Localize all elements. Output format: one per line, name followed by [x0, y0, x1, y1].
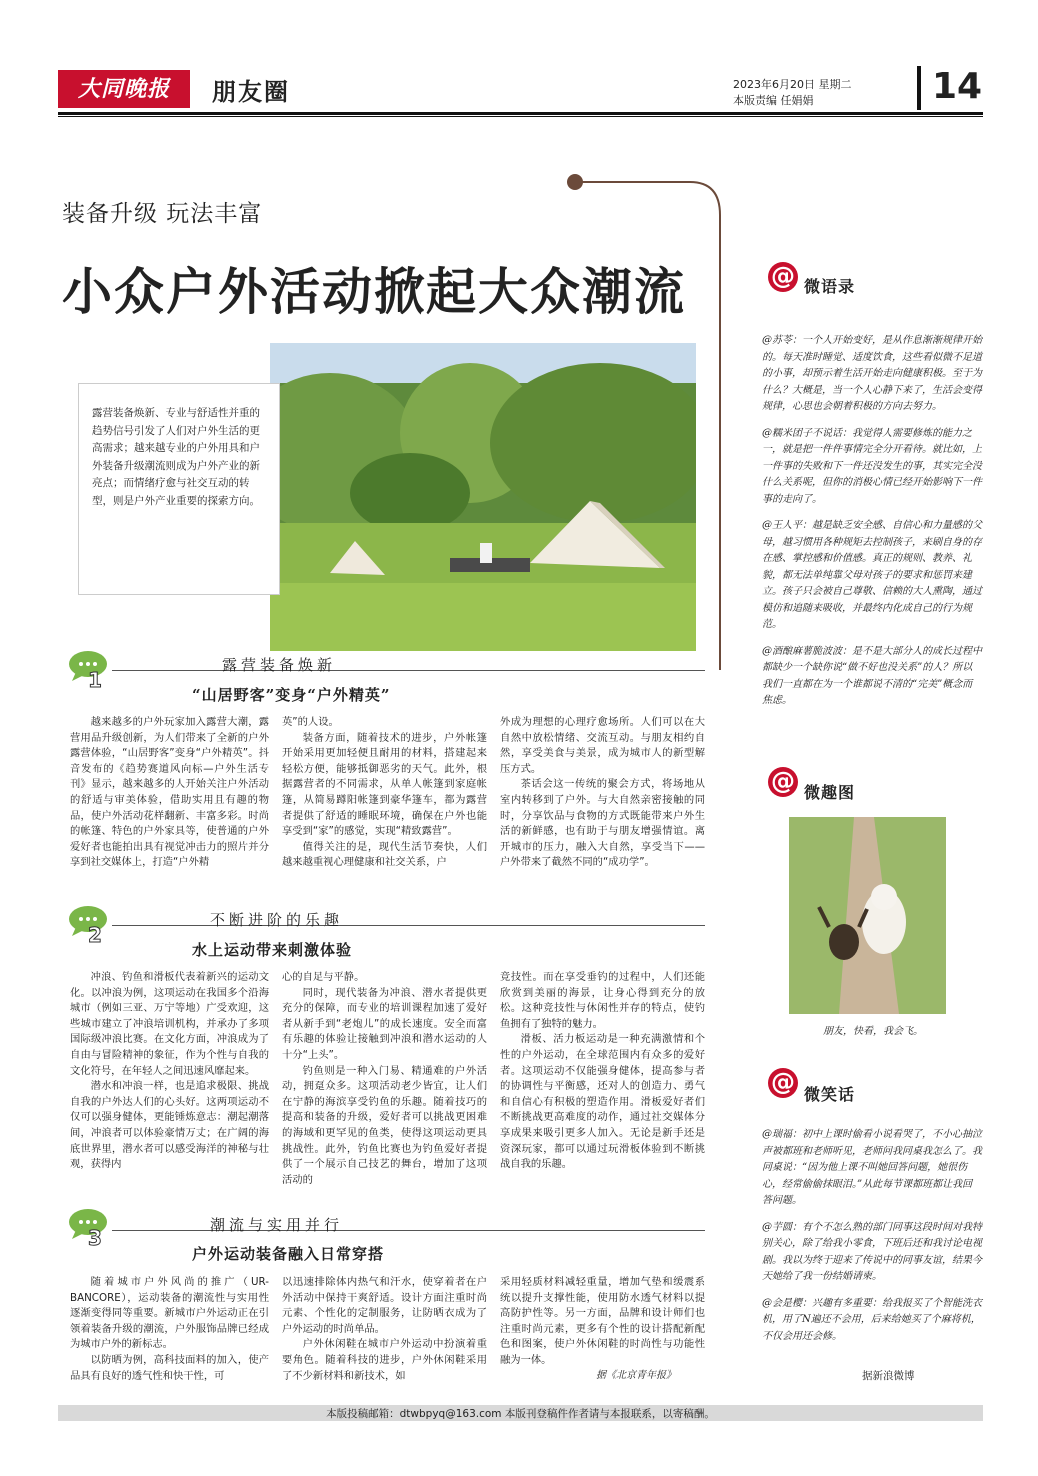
- paragraph: 外成为理想的心理疗愈场所。人们可以在大自然中放松情绪、交流互动。与朋友相约自然，享受美食与美景，成为城市人的新型解压方式。: [500, 716, 705, 775]
- paragraph: 采用轻质材料减轻重量，增加气垫和缓震系统以提升支撑性能，使用防水透气材料以提高防护性等。另一方面，品牌和设计师们也注重时尚元素，更多有个性的设计搭配新配色和图案，使户外休闲鞋的时尚性与功能性融为一体。: [500, 1276, 705, 1366]
- weixiaohua-source: 据新浪微博: [862, 1370, 915, 1382]
- newspaper-logo: 大同晚报: [58, 70, 190, 108]
- weiyulu-item: @糯米团子不说话：我觉得人需要修炼的能力之一，就是把一件件事情完全分开看待。就比如，上一件事的失败和下一件还没发生的事，其实完全没什么关系呢，但你的消极心情已经开始影响下一件事的走向了。: [762, 427, 982, 505]
- at-icon: @: [768, 1068, 798, 1098]
- at-icon: @: [768, 262, 798, 292]
- section-3-rule: [112, 1230, 705, 1231]
- intro-text: 露营装备焕新、专业与舒适性并重的趋势信号引发了人们对户外生活的更高需求；越来越专业的户外用具和户外装备升级潮流则成为户外产业的新亮点；而情绪疗愈与社交互动的转型，则是户外产业重要的探索方向。: [92, 407, 260, 507]
- weiyulu-item: @王人平：越是缺乏安全感、自信心和力量感的父母，越习惯用各种规矩去控制孩子，来刷自身的存在感、掌控感和价值感。真正的规则、教养、礼貌，都无法单纯靠父母对孩子的要求和惩罚来建立。孩子只会被自己尊敬、信赖的大人熏陶，通过模仿和追随来吸收，并最终内化成自己的行为规范。: [762, 520, 982, 630]
- funny-dog-photo: [789, 817, 946, 1014]
- header-rule-thin: [58, 116, 983, 117]
- header-rule: [58, 112, 983, 115]
- section-2-number: 2: [88, 923, 102, 947]
- camping-photo: [270, 343, 696, 651]
- paragraph: 钓鱼则是一种入门易、精通难的户外活动，拥趸众多。这项活动老少皆宜，让人们在宁静的海滨享受钓鱼的乐趣。随着技巧的提高和装备的升级，爱好者可以挑战更困难的海域和更罕见的鱼类，使得这项运动更具挑战性。此外，钓鱼比赛也为钓鱼爱好者提供了一个展示自己技艺的舞台，增加了这项活动的: [282, 1064, 487, 1186]
- paragraph: 以迅速排除体内热气和汗水，使穿着者在户外活动中保持干爽舒适。设计方面注重时尚元素、个性化的定制服务，让防晒衣成为了户外运动的时尚单品。: [282, 1276, 487, 1335]
- section-3-number: 3: [88, 1226, 102, 1250]
- footer-text: 本版投稿邮箱：dtwbpyq@163.com 本版刊登稿件作者请与本报联系，以寄稿酬。: [326, 1408, 715, 1420]
- weixiaohua-title: 微笑话: [804, 1085, 856, 1104]
- section-2-title: 水上运动带来刺激体验: [192, 941, 353, 959]
- weiyulu-item: @苏苓：一个人开始变好，是从作息渐渐规律开始的。每天准时睡觉、适度饮食，这些看似微不足道的小事，却预示着生活开始走向健康积极。至于为什么？大概是，当一个人心静下来了，生活会变得规律，心思也会朝着积极的方向去努力。: [762, 335, 982, 412]
- paragraph: 越来越多的户外玩家加入露营大潮，露营用品升级创新，为人们带来了全新的户外露营体验，“山居野客”变身“户外精英”。抖音发布的《趋势赛道风向标—户外生活专刊》显示，越来越多的人开始关注户外活动的舒适与审美体验，借助实用且有趣的物品，使户外活动花样翻新、丰富多彩。时尚的帐篷、特色的户外家具等，使普通的户外爱好者也能拍出具有视觉冲击力的照片并分享到社交媒体上，打造“户外精: [70, 716, 269, 869]
- section-1-rule: [112, 670, 705, 671]
- weiqutu-title: 微趣图: [804, 783, 856, 802]
- section-3-col-3: [500, 1275, 705, 1369]
- weiyulu-item: @酒酿麻薯脆波波：是不是大部分人的成长过程中都缺少一个缺你说“做不好也没关系”的人？所以我们一直都在为一个谁都说不清的“完美”概念而焦虑。: [762, 645, 982, 706]
- paragraph: 滑板、活力板运动是一种充满激情和个性的户外运动，在全球范围内有众多的爱好者。这项运动不仅能强身健体，提高参与者的协调性与平衡感，还对人的创造力、勇气和自信心有积极的塑造作用。滑板爱好者们不断挑战更高难度的动作，通过社交媒体分享成果来吸引更多人加入。无论是新手还是资深玩家，都可以通过玩滑板体验到不断挑战自我的乐趣。: [500, 1033, 705, 1171]
- issue-date: 2023年6月20日 星期二: [733, 78, 852, 91]
- paragraph: 以防晒为例，高科技面料的加入，使产品具有良好的透气性和快干性，可: [70, 1353, 269, 1382]
- section-2-label: 不断进阶的乐趣: [210, 911, 344, 929]
- weixiaohua-item: @会是樱：兴趣有多重要：给我报买了个智能洗衣机，用了N遍还不会用，后来给她买了个麻将机，不仅会用还会修。: [762, 1297, 982, 1342]
- paragraph: 心的自足与平静。: [282, 971, 365, 983]
- section-3-title: 户外运动装备融入日常穿搭: [192, 1245, 385, 1263]
- section-1-title: “山居野客”变身“户外精英”: [192, 686, 391, 704]
- article-headline: 小众户外活动掀起大众潮流: [62, 262, 686, 321]
- weiqutu-caption: 朋友，快看，我会飞。: [823, 1026, 923, 1037]
- paragraph: 冲浪、钓鱼和滑板代表着新兴的运动文化。以冲浪为例，这项运动在我国多个沿海城市（例如三亚、万宁等地）广受欢迎，这些城市建立了冲浪培训机构，并承办了多项国际级冲浪比赛。在文化方面，冲浪成为了自由与冒险精神的象征，作为个性与自我的文化符号，在年轻人之间迅速风靡起来。: [70, 971, 269, 1077]
- article-source: 据《北京青年报》: [596, 1370, 676, 1381]
- paragraph: 茶话会这一传统的聚会方式，将场地从室内转移到了户外。与大自然亲密接触的同时，分享饮品与食物的方式既能带来户外生活的新鲜感，也有助于与朋友增强情谊。离开城市的压力，融入大自然，享受当下——户外带来了截然不同的“成功学”。: [500, 778, 705, 869]
- section-1-col-2: [282, 715, 487, 871]
- paragraph: 随着城市户外风尚的推广（UR-BANCORE），运动装备的潮流性与实用性逐渐变得同等重要。新城市户外运动正在引领着装备升级的潮流，户外服饰品牌已经成为城市户外的新标志。: [70, 1276, 269, 1351]
- article-kicker: 装备升级 玩法丰富: [62, 201, 263, 227]
- at-icon: @: [768, 767, 798, 797]
- paragraph: 装备方面，随着技术的进步，户外帐篷开始采用更加轻便且耐用的材料，搭建起来轻松方便，能够抵御恶劣的天气。此外，根据露营者的不同需求，从单人帐篷到家庭帐篷，从简易蹲阳帐篷到豪华篷车，都为露营者提供了舒适的睡眠环境，确保在户外也能享受到“家”的感觉，实现“精致露营”。: [282, 731, 487, 838]
- weixiaohua-item: @瑞福：初中上课时偷看小说看哭了，不小心抽泣声被都班和老师听见，老师问我同桌我怎么了。我同桌说：“因为他上课不叫她回答问题，她很伤心，经常偷偷抹眼泪。”从此每节课都班都让我回答问题。: [762, 1129, 982, 1206]
- section-1-col-1: [70, 715, 269, 871]
- section-2-rule: [112, 925, 705, 926]
- paragraph: 值得关注的是，现代生活节奏快，人们越来越重视心理健康和社交关系，户: [282, 840, 487, 869]
- page-editor: 本版责编 任娟娟: [733, 94, 814, 107]
- paragraph: 同时，现代装备为冲浪、潜水者提供更充分的保障，而专业的培训课程加速了爱好者从新手到“老炮儿”的成长速度。安全而富有乐趣的体验让接触到冲浪和潜水运动的人十分“上头”。: [282, 986, 487, 1061]
- weiyulu-title: 微语录: [804, 277, 856, 296]
- paragraph: 潜水和冲浪一样，也是追求极限、挑战自我的户外达人们的心头好。这两项运动不仅可以强身健体，更能锤炼意志：潮起潮落间，冲浪者可以体验豪情万丈；在广阔的海底世界里，潜水者可以感受海洋的神秘与壮观，获得内: [70, 1080, 269, 1171]
- page-number-divider: [917, 66, 921, 110]
- section-name: 朋友圈: [212, 77, 290, 106]
- section-3-col-1: [70, 1275, 269, 1384]
- weixiaohua-item: @芋圆：有个不怎么熟的部门同事这段时间对我特别关心，除了给我小零食，下班后还和我讨论电视剧。我以为终于迎来了传说中的同事友谊，结果今天她给了我一份结婚请柬。: [762, 1221, 982, 1282]
- paragraph: 竞技性。而在享受垂钓的过程中，人们还能欣赏到美丽的海景，让身心得到充分的放松。这种竞技性与休闲性并存的特点，使钓鱼拥有了独特的魅力。: [500, 971, 705, 1030]
- paragraph: 英”的人设。: [282, 716, 339, 728]
- section-3-label: 潮流与实用并行: [210, 1216, 344, 1234]
- weixiaohua-list: [762, 1127, 982, 1355]
- section-2-col-1: [70, 970, 269, 1173]
- section-2-col-2: [282, 970, 487, 1188]
- weiyulu-list: [762, 333, 982, 720]
- section-1-label: 露营装备焕新: [222, 656, 337, 674]
- section-2-col-3: [500, 970, 705, 1173]
- section-1-col-3: [500, 715, 705, 871]
- section-3-col-2: [282, 1275, 487, 1384]
- page-number: 14: [932, 66, 983, 107]
- section-1-number: 1: [88, 668, 102, 692]
- paragraph: 户外休闲鞋在城市户外运动中扮演着重要角色。随着科技的进步，户外休闲鞋采用了不少新材料和新技术，如: [282, 1338, 487, 1382]
